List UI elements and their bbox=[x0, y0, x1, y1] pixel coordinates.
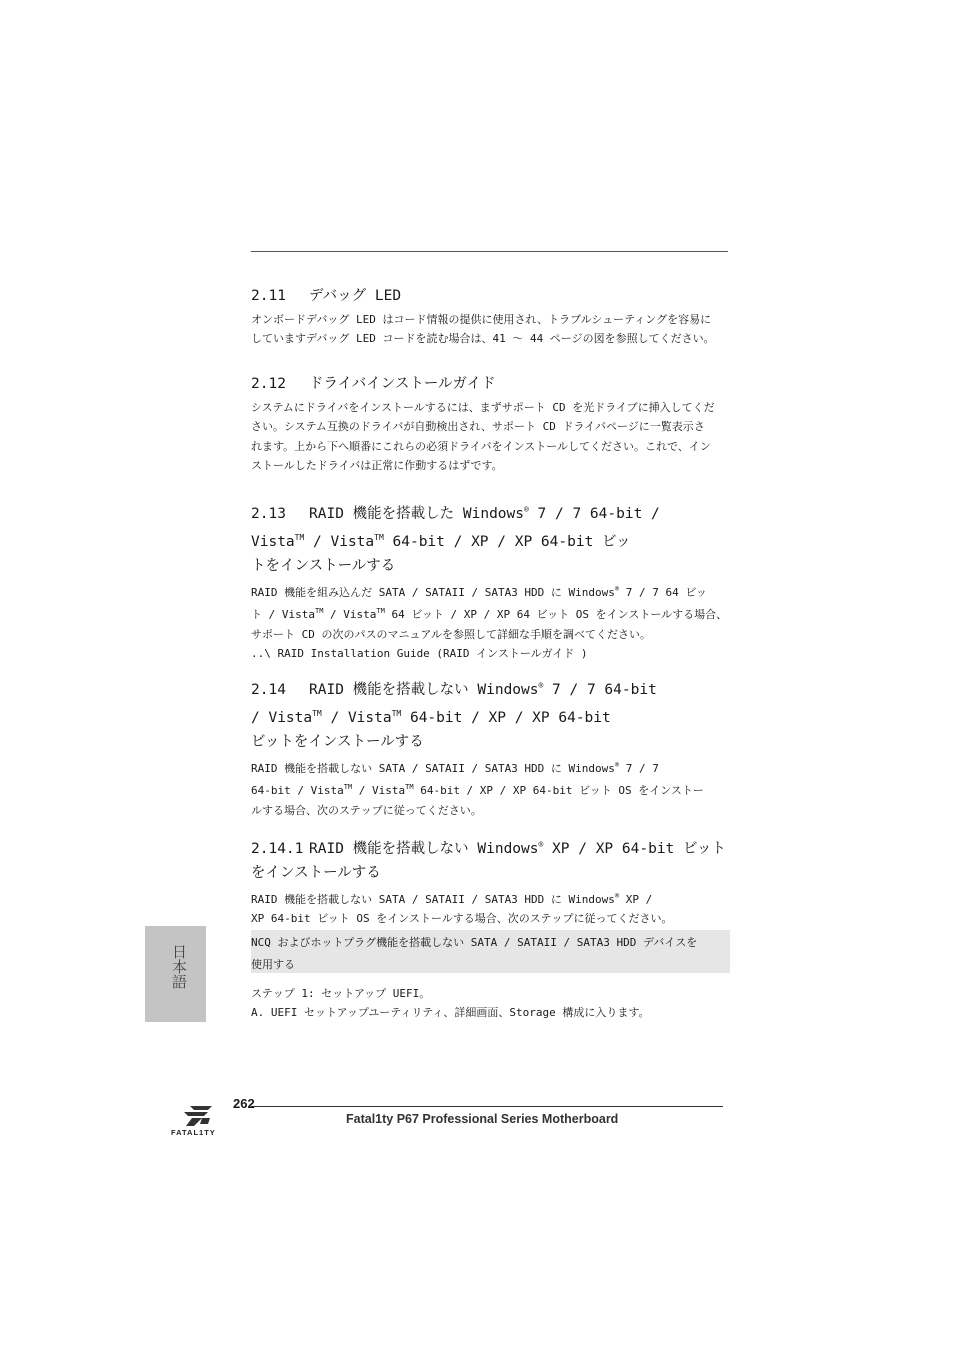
body-line: オンボードデバッグ LED はコード情報の提供に使用され、トラブルシューティングを容易に bbox=[251, 313, 712, 326]
section-heading-line-3: ビットをインストールする bbox=[251, 734, 424, 750]
trademark-mark: TM bbox=[374, 533, 384, 542]
note-line: NCQ およびホットプラグ機能を搭載しない SATA / SATAII / SATA3 HDD デバイスを bbox=[251, 936, 698, 949]
section-number: 2.14 bbox=[251, 682, 286, 698]
section-2-12 bbox=[251, 372, 729, 475]
section-2-13 bbox=[251, 498, 729, 663]
section-heading-line-1 bbox=[251, 498, 729, 526]
heading-text: / Vista bbox=[321, 710, 392, 726]
trademark-mark: TM bbox=[376, 607, 385, 616]
step-line: ステップ 1: セットアップ UEFI。 bbox=[251, 987, 431, 1000]
footer-title: Fatal1ty P67 Professional Series Motherboard bbox=[346, 1112, 619, 1126]
body-text: / Vista bbox=[323, 608, 377, 622]
registered-mark: ® bbox=[538, 840, 544, 849]
registered-mark: ® bbox=[614, 892, 620, 900]
body-text: 64-bit / XP / XP 64-bit ビット OS をインストー bbox=[413, 784, 704, 798]
top-divider bbox=[251, 251, 728, 252]
heading-text: RAID 機能を搭載した Windows bbox=[309, 506, 524, 522]
heading-text: Vista bbox=[251, 534, 295, 550]
heading-text: 7 / 7 64-bit / bbox=[528, 506, 660, 522]
trademark-mark: TM bbox=[405, 783, 414, 792]
trademark-mark: TM bbox=[314, 607, 324, 616]
section-2-14 bbox=[251, 674, 729, 820]
body-text: 64 ビット / XP / XP 64 ビット OS をインストールする場合、 bbox=[384, 608, 728, 622]
section-title: ドライバインストールガイド bbox=[309, 376, 496, 392]
body-text: RAID 機能を組み込んだ SATA / SATAII / SATA3 HDD に Windows bbox=[251, 586, 615, 599]
steps-block bbox=[251, 984, 729, 1023]
logo-text: FATAL1TY bbox=[171, 1128, 216, 1137]
heading-text: 7 / 7 64-bit bbox=[543, 682, 657, 698]
section-heading-line-2 bbox=[251, 702, 729, 730]
heading-text: 64-bit / XP / XP 64-bit ビッ bbox=[383, 534, 631, 550]
body-text: RAID 機能を搭載しない SATA / SATAII / SATA3 HDD に Windows bbox=[251, 893, 615, 906]
section-heading bbox=[251, 284, 729, 308]
body-line bbox=[251, 580, 729, 602]
body-line: れます。上から下へ順番にこれらの必須ドライバをインストールしてください。これで、イン bbox=[251, 439, 711, 453]
language-label: 日本語 bbox=[170, 944, 188, 989]
body-line: していますデバッグ LED コードを読む場合は、41 ～ 44 ページの図を参照してください。 bbox=[251, 332, 715, 346]
section-2-11 bbox=[251, 284, 729, 349]
trademark-mark: TM bbox=[343, 783, 353, 792]
body-line bbox=[251, 778, 729, 800]
section-title: デバッグ LED bbox=[309, 288, 402, 304]
heading-text: / Vista bbox=[304, 534, 375, 550]
trademark-mark: TM bbox=[391, 709, 402, 718]
body-line bbox=[251, 602, 729, 624]
section-number: 2.14.1 bbox=[251, 841, 304, 857]
body-text: 7 / 7 64 ビッ bbox=[619, 586, 707, 599]
body-text: / Vista bbox=[352, 784, 406, 798]
section-number: 2.11 bbox=[251, 288, 286, 304]
step-line: A. UEFI セットアップユーティリティ、詳細画面、Storage 構成に入ります。 bbox=[251, 1006, 650, 1020]
trademark-mark: TM bbox=[294, 533, 305, 542]
registered-mark: ® bbox=[614, 585, 620, 593]
registered-mark: ® bbox=[538, 681, 544, 690]
heading-text: RAID 機能を搭載しない Windows bbox=[309, 841, 539, 857]
note-line: 使用する bbox=[251, 958, 295, 971]
body-text: 64-bit / Vista bbox=[251, 784, 344, 798]
section-number: 2.13 bbox=[251, 506, 286, 522]
footer-divider bbox=[251, 1106, 723, 1107]
body-line: ストールしたドライバは正常に作動するはずです。 bbox=[251, 458, 503, 472]
body-line bbox=[251, 887, 729, 909]
section-heading bbox=[251, 372, 729, 396]
body-text: XP / bbox=[619, 893, 653, 906]
section-heading-line-2: をインストールする bbox=[251, 865, 381, 881]
raid-guide-path: ..\ RAID Installation Guide (RAID インストールガイド ) bbox=[251, 646, 588, 660]
section-heading-line-2 bbox=[251, 526, 729, 554]
note-box bbox=[251, 930, 730, 973]
section-number: 2.12 bbox=[251, 376, 286, 392]
body-line: ルする場合、次のステップに従ってください。 bbox=[251, 803, 482, 817]
heading-text: RAID 機能を搭載しない Windows bbox=[309, 682, 539, 698]
section-heading-line-1 bbox=[251, 833, 729, 861]
page-number: 262 bbox=[233, 1096, 255, 1111]
language-side-tab bbox=[145, 926, 206, 1022]
body-text: 7 / 7 bbox=[619, 762, 659, 775]
heading-text: 64-bit / XP / XP 64-bit bbox=[401, 710, 611, 726]
section-heading-line-1 bbox=[251, 674, 729, 702]
body-text: RAID 機能を搭載しない SATA / SATAII / SATA3 HDD に Windows bbox=[251, 762, 615, 775]
registered-mark: ® bbox=[614, 761, 620, 769]
body-line: XP 64-bit ビット OS をインストールする場合、次のステップに従ってください。 bbox=[251, 912, 673, 926]
section-heading-line-3: トをインストールする bbox=[251, 558, 396, 574]
body-text: ト / Vista bbox=[251, 608, 315, 622]
body-line: さい。システム互換のドライバが自動検出され、サポート CD ドライバページに一覧表示さ bbox=[251, 420, 705, 434]
section-2-14-1 bbox=[251, 833, 729, 929]
body-line: システムにドライバをインストールするには、まずサポート CD を光ドライブに挿入してくだ bbox=[251, 401, 715, 414]
registered-mark: ® bbox=[524, 505, 529, 514]
heading-text: / Vista bbox=[251, 710, 313, 726]
body-line: サポート CD の次のパスのマニュアルを参照して詳細な手順を調べてください。 bbox=[251, 627, 652, 641]
heading-text: XP / XP 64-bit ビット bbox=[543, 841, 726, 857]
trademark-mark: TM bbox=[312, 709, 322, 718]
body-line bbox=[251, 756, 729, 778]
